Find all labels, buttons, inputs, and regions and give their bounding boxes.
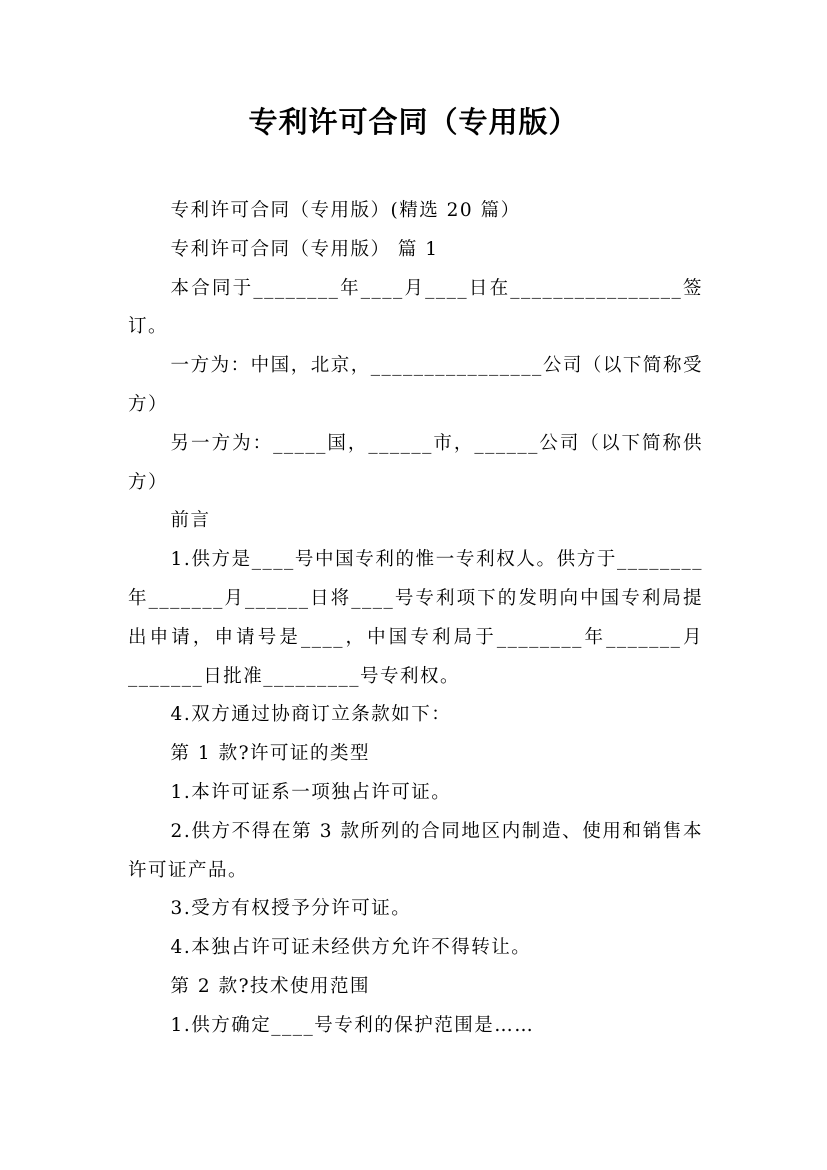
paragraph-article-1-heading: 第 1 款?许可证的类型: [170, 743, 370, 765]
document-body: [128, 192, 703, 1046]
paragraph-article-2-heading: 第 2 款?技术使用范围: [170, 975, 370, 997]
paragraph-party-licensor: 另一方为：_____国，______市，______公司（以下简称供方）: [128, 432, 703, 493]
paragraph-preface-1: 1.供方是____号中国专利的惟一专利权人。供方于________年_______月______日将____号专利项下的发明向中国专利局提出申请，申请号是____，中国专利局于________年_______月_______日批准_________号专利权。: [128, 549, 703, 687]
paragraph-article-1-item-1: 1.本许可证系一项独占许可证。: [170, 781, 452, 803]
paragraph-article-1-item-3: 3.受方有权授予分许可证。: [170, 898, 412, 920]
paragraph-party-licensee: 一方为：中国，北京，________________公司（以下简称受方）: [128, 355, 703, 415]
paragraph-contract-date: 本合同于________年____月____日在________________签订。: [128, 277, 703, 338]
paragraph-article-1-item-4: 4.本独占许可证未经供方允许不得转让。: [170, 937, 532, 959]
paragraph-article-2-item-1: 1.供方确定____号专利的保护范围是……: [170, 1014, 535, 1036]
paragraph-preface-4: 4.双方通过协商订立条款如下：: [170, 704, 452, 726]
paragraph-article-1-item-2: 2.供方不得在第 3 款所列的合同地区内制造、使用和销售本许可证产品。: [128, 820, 703, 881]
document-title: 专利许可合同（专用版）: [248, 105, 579, 139]
paragraph-section-heading: 专利许可合同（专用版） 篇 1: [170, 238, 439, 260]
paragraph-subtitle: 专利许可合同（专用版）(精选 20 篇）: [170, 200, 521, 221]
paragraph-preface-heading: 前言: [170, 510, 211, 532]
